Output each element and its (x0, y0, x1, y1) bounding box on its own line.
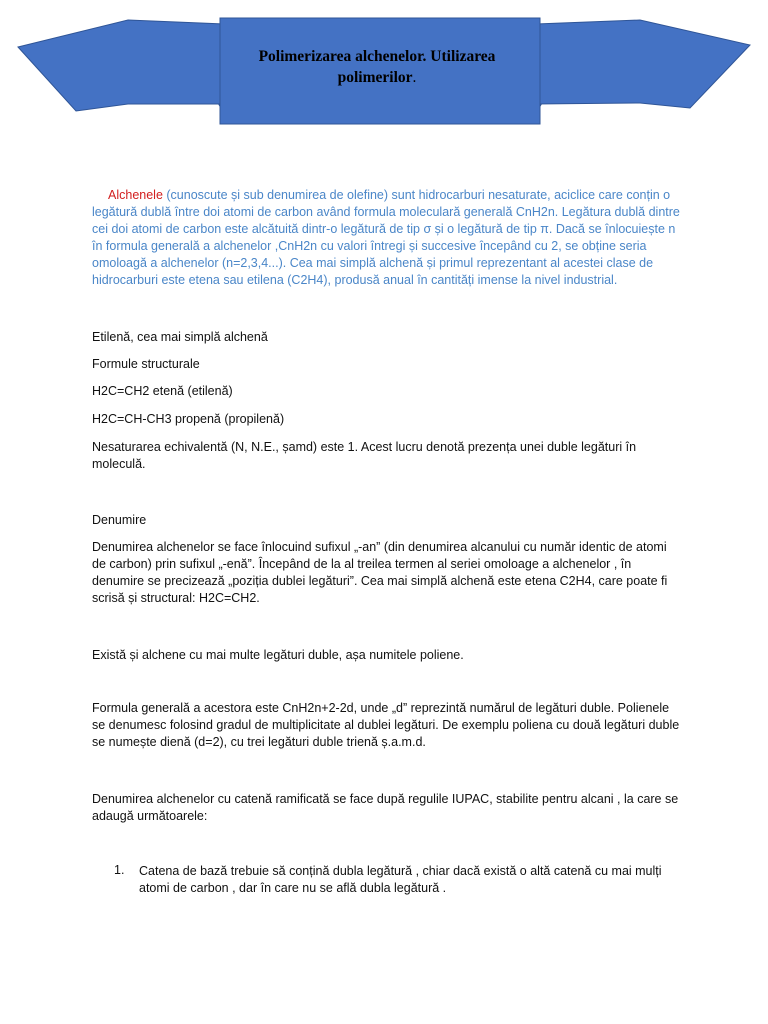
list-item-number: 1. (114, 863, 125, 877)
heading-structural-formulas: Formule structurale (92, 357, 200, 371)
heading-denumire: Denumire (92, 513, 147, 527)
page-title (222, 46, 532, 88)
intro-paragraph (92, 187, 682, 289)
page-title-period: . (412, 69, 417, 86)
paragraph-unsaturation: Nesaturarea echivalentă (N, N.E., șamd) este 1. Acest lucru denotă prezența unei duble legături în moleculă. (92, 440, 637, 471)
page-title-text: Polimerizarea alchenelor. Utilizarea polimerilor (258, 48, 496, 86)
intro-text: (cunoscute și sub denumirea de olefine) sunt hidrocarburi nesaturate, aciclice care conțin o legătură dublă între doi atomi de carbon având formula moleculară generală CnH2n. Legătura dublă dintre cei doi atomi de carbon este alcătuită dintr-o legătură de tip σ și o legătură de tip π. Dacă se înlocuiește n în formula generală a alchenelor ,CnH2n cu valori întregi și succesive începând cu 2, se obține seria omoloagă a alchenelor (n=2,3,4...). Cea mai simplă alchenă și primul reprezentant al acestei clase de hidrocarburi este etena sau etilena (C2H4), produsă anual în cantități imense la nivel industrial. (92, 188, 680, 287)
paragraph-naming: Denumirea alchenelor se face înlocuind sufixul „-an” (din denumirea alcanului cu număr identic de atomi de carbon) prin sufixul „-enă”. Începând de la al treilea termen al seriei omoloage a alchenelor , în denumire se precizează „poziția dublei legături”. Cea mai simplă alchenă este etena C2H4, care poate fi scrisă și structural: H2C=CH2. (92, 540, 668, 605)
paragraph-branched: Denumirea alchenelor cu catenă ramificată se face după regulile IUPAC, stabilite pentru alcani , la care se adaugă următoarele: (92, 792, 679, 823)
formula-propene: H2C=CH-CH3 propenă (propilenă) (92, 412, 285, 426)
paragraph-polyenes: Există și alchene cu mai multe legături duble, așa numitele poliene. (92, 648, 464, 662)
intro-term: Alchenele (108, 188, 163, 202)
list-item-text: Catena de bază trebuie să conțină dubla legătură , chiar dacă există o altă catenă cu mai mulți atomi de carbon , dar în care nu se află dubla legătură . (139, 864, 662, 895)
formula-ethene: H2C=CH2 etenă (etilenă) (92, 384, 233, 398)
paragraph-general-formula: Formula generală a acestora este CnH2n+2-2d, unde „d” reprezintă numărul de legături duble. Polienele se denumesc folosind gradul de multiplicitate al dublei legături. De exemplu poliena cu două legături duble se numește dienă (d=2), cu trei legături duble trienă ș.a.m.d. (92, 701, 680, 749)
paragraph-ethylene: Etilenă, cea mai simplă alchenă (92, 330, 268, 344)
ribbon-right-tail (536, 20, 750, 108)
ribbon-left-tail (18, 20, 224, 111)
